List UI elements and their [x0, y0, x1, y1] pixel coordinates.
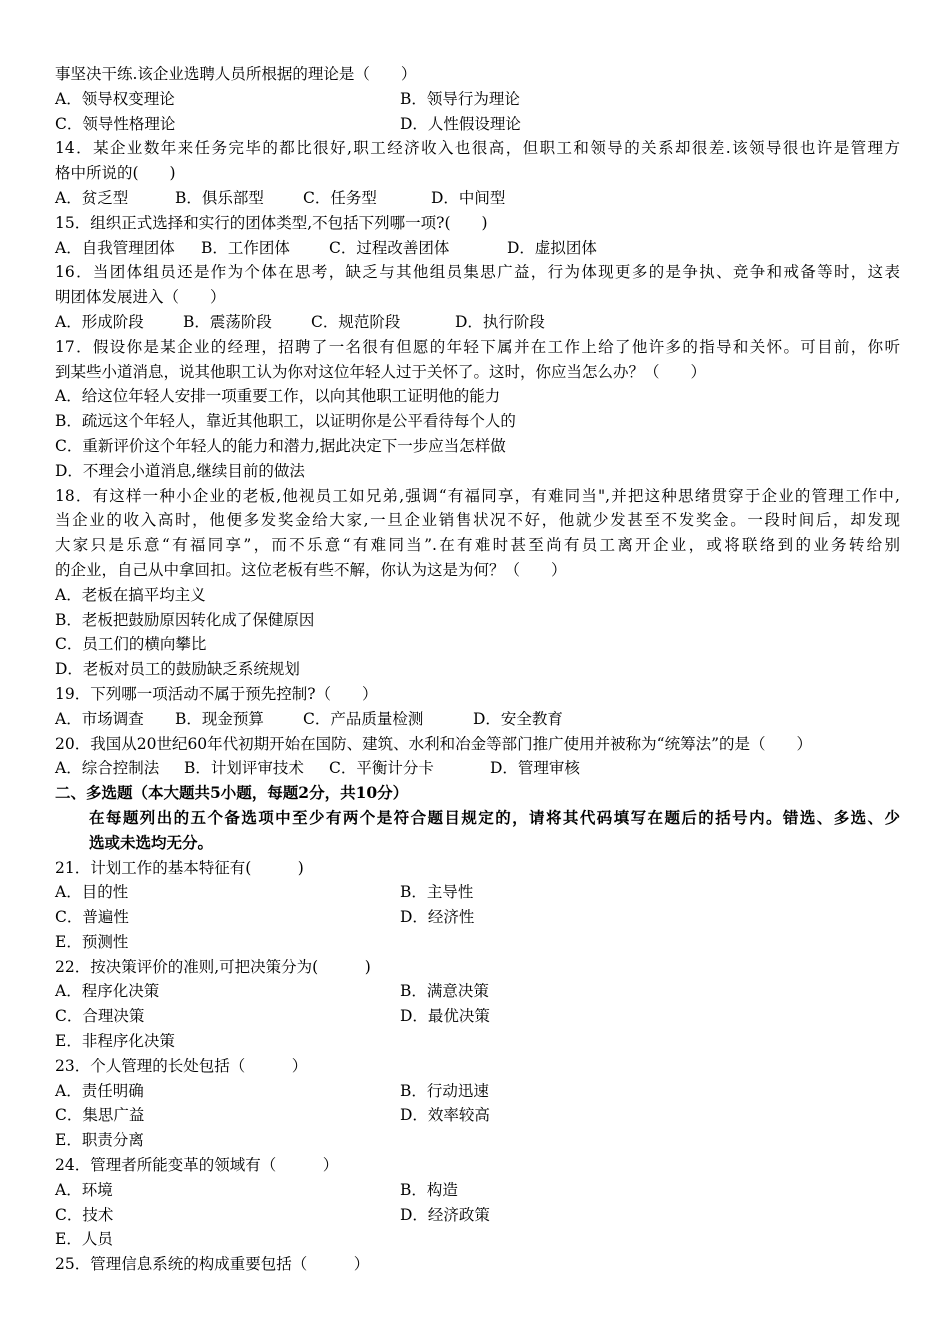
question-18-option-b: B．老板把鼓励原因转化成了保健原因 [55, 610, 315, 629]
question-22-option-e: E．非程序化决策 [55, 1032, 175, 1051]
question-23-stem: 23．个人管理的长处包括（ ） [55, 1056, 308, 1075]
option-d: D．中间型 [431, 188, 506, 207]
option-d: D．经济政策 [400, 1205, 490, 1224]
question-18-stem-line-2: 当企业的收入高时，他便多发奖金给大家,一旦企业销售状况不好，他就少发甚至不发奖金。一段时间后，却发现 [55, 511, 900, 530]
question-22-options-row-1 [55, 979, 900, 1004]
option-a: A．自我管理团体 [55, 238, 175, 257]
question-20-stem: 20．我国从20世纪60年代初期开始在国防、建筑、水利和冶金等部门推广使用并被称为“统筹法”的是（ ） [55, 734, 813, 753]
question-22-stem: 22．按决策评价的准则,可把决策分为( ) [55, 957, 371, 976]
question-13-options-row-1 [55, 87, 900, 112]
option-c: C．集思广益 [55, 1106, 145, 1125]
option-a: A．形成阶段 [55, 312, 144, 331]
question-17-option-b: B．疏远这个年轻人，靠近其他职工，以证明你是公平看待每个人的 [55, 412, 516, 431]
option-c: C．过程改善团体 [329, 238, 450, 257]
question-17-option-d: D．不理会小道消息,继续目前的做法 [55, 461, 305, 480]
question-14-stem-line-2: 格中所说的( ) [55, 164, 176, 183]
question-16-options [55, 310, 900, 335]
question-14-stem-line-1: 14．某企业数年来任务完毕的都比很好,职工经济收入也很高，但职工和领导的关系却很差.该领导很也许是管理方 [55, 139, 900, 158]
question-18-option-d: D．老板对员工的鼓励缺乏系统规划 [55, 660, 300, 679]
question-24-option-e: E．人员 [55, 1230, 113, 1249]
question-21-stem: 21．计划工作的基本特征有( ) [55, 858, 304, 877]
question-23-options-row-1 [55, 1079, 900, 1104]
question-20-options [55, 756, 900, 781]
option-d: D．经济性 [400, 908, 475, 927]
option-c: C．任务型 [303, 188, 377, 207]
question-19-stem: 19．下列哪一项活动不属于预先控制?（ ） [55, 684, 378, 703]
question-18-stem-line-1: 18．有这样一种小企业的老板,他视员工如兄弟,强调“有福同享，有难同当",并把这种思绪贯穿于企业的管理工作中, [55, 486, 900, 505]
question-23-options-row-2 [55, 1103, 900, 1128]
option-a: A．程序化决策 [55, 982, 160, 1001]
question-16-stem-line-1: 16．当团体组员还是作为个体在思考，缺乏与其他组员集思广益，行为体现更多的是争执、竞争和戒备等时，这表 [55, 263, 900, 282]
question-21-option-e: E．预测性 [55, 932, 129, 951]
section-2-title: 二、多选题（本大题共5小题，每题2分，共10分） [55, 783, 409, 803]
option-a: A．责任明确 [55, 1081, 144, 1100]
option-b: B．计划评审技术 [184, 759, 304, 778]
question-13-stem-tail: 事坚决干练.该企业选聘人员所根据的理论是（ ） [55, 65, 417, 83]
option-d: D．人性假设理论 [400, 114, 521, 133]
option-c: C．平衡计分卡 [329, 759, 434, 778]
question-15-options [55, 236, 900, 261]
option-c: C．技术 [55, 1205, 114, 1224]
question-22-options-row-2 [55, 1004, 900, 1029]
question-23-option-e: E．职责分离 [55, 1131, 144, 1150]
option-c: C．领导性格理论 [55, 114, 176, 133]
question-24-options-row-1 [55, 1178, 900, 1203]
option-a: A．领导权变理论 [55, 89, 175, 108]
option-c: C．普遍性 [55, 908, 129, 927]
question-18-option-c: C．员工们的横向攀比 [55, 635, 207, 654]
option-c: C．产品质量检测 [303, 709, 424, 728]
section-2-instructions-line-2: 选或未选均无分。 [89, 832, 214, 852]
option-d: D．效率较高 [400, 1106, 490, 1125]
option-b: B．现金预算 [175, 709, 264, 728]
question-18-stem-line-3: 大家只是乐意“有福同享”，而不乐意“有难同当”.在有难时甚至尚有员工离开企业，或将联络到的业务转给别 [55, 536, 900, 555]
option-a: A．环境 [55, 1180, 113, 1199]
question-15-stem: 15．组织正式选择和实行的团体类型,不包括下列哪一项?( ) [55, 213, 488, 232]
question-17-stem-line-2: 到某些小道消息，说其他职工认为你对这位年轻人过于关怀了。这时，你应当怎么办？（ ） [55, 362, 707, 381]
option-a: A．综合控制法 [55, 759, 160, 778]
option-c: C．规范阶段 [311, 312, 401, 331]
option-a: A．市场调查 [55, 709, 144, 728]
option-b: B．工作团体 [201, 238, 290, 257]
option-b: B．主导性 [400, 883, 474, 902]
question-24-options-row-2 [55, 1203, 900, 1228]
question-16-stem-line-2: 明团体发展进入（ ） [55, 288, 226, 307]
question-19-options [55, 707, 900, 732]
question-13-options-row-2 [55, 112, 900, 137]
section-2-instructions-line-1: 在每题列出的五个备选项中至少有两个是符合题目规定的，请将其代码填写在题后的括号内。错选、多选、少 [89, 807, 900, 827]
question-17-stem-line-1: 17．假设你是某企业的经理，招聘了一名很有但愿的年轻下属并在工作上给了他许多的指导和关怀。可目前，你听 [55, 337, 900, 356]
exam-content [55, 62, 900, 1277]
option-d: D．虚拟团体 [507, 238, 597, 257]
question-18-option-a: A．老板在搞平均主义 [55, 585, 206, 604]
option-a: A．贫乏型 [55, 188, 129, 207]
option-c: C．合理决策 [55, 1007, 145, 1026]
option-b: B．领导行为理论 [400, 89, 520, 108]
question-24-stem: 24．管理者所能变革的领域有（ ） [55, 1156, 339, 1175]
question-25-stem: 25．管理信息系统的构成重要包括（ ） [55, 1255, 370, 1274]
option-b: B．构造 [400, 1180, 458, 1199]
question-21-options-row-2 [55, 905, 900, 930]
option-b: B．行动迅速 [400, 1081, 489, 1100]
question-17-option-a: A．给这位年轻人安排一项重要工作，以向其他职工证明他的能力 [55, 387, 501, 406]
option-a: A．目的性 [55, 883, 129, 902]
option-d: D．执行阶段 [455, 312, 545, 331]
option-b: B．满意决策 [400, 982, 489, 1001]
question-18-stem-line-4: 的企业，自己从中拿回扣。这位老板有些不解，你认为这是为何？（ ） [55, 560, 567, 579]
question-21-options-row-1 [55, 880, 900, 905]
option-d: D．管理审核 [490, 759, 580, 778]
question-17-option-c: C．重新评价这个年轻人的能力和潜力,据此决定下一步应当怎样做 [55, 436, 506, 455]
option-b: B．俱乐部型 [175, 188, 264, 207]
question-14-options [55, 186, 900, 211]
option-b: B．震荡阶段 [183, 312, 272, 331]
option-d: D．最优决策 [400, 1007, 490, 1026]
option-d: D．安全教育 [473, 709, 563, 728]
